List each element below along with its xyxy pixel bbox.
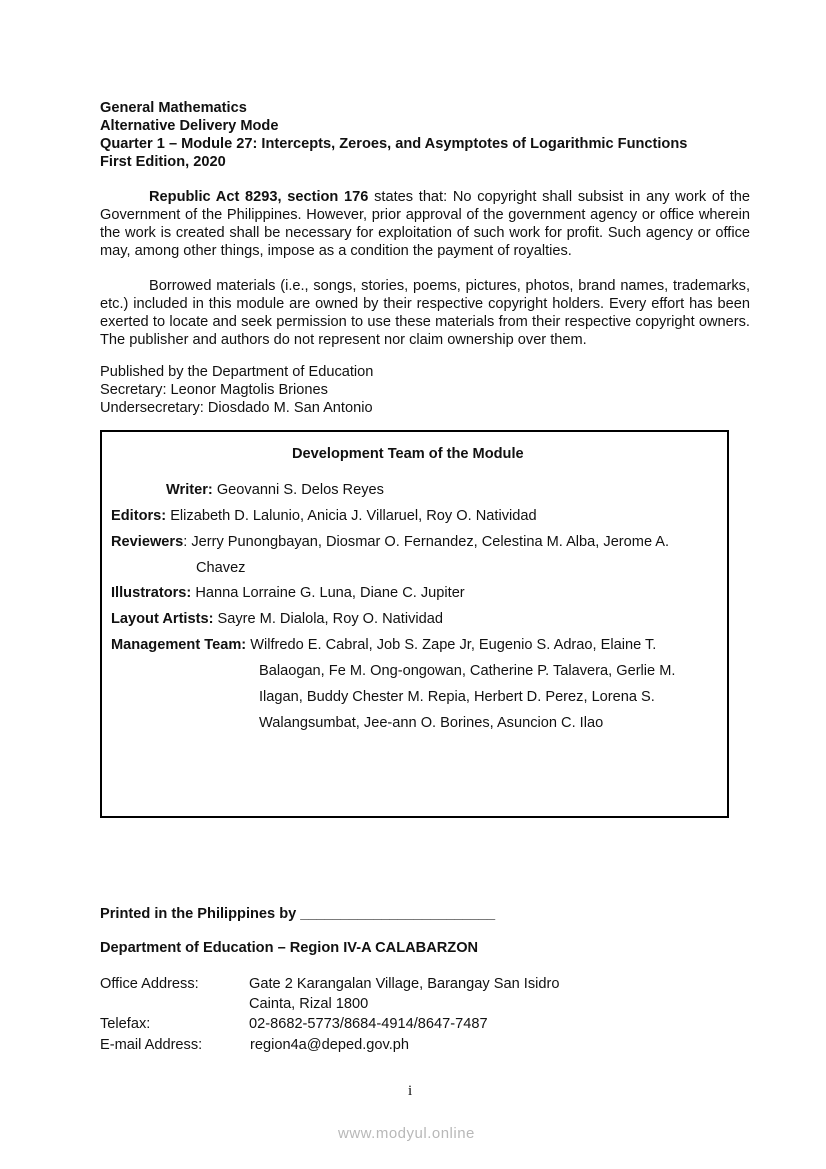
- writer-row: Writer: Geovanni S. Delos Reyes: [166, 482, 384, 498]
- management-row-cont: Walangsumbat, Jee-ann O. Borines, Asuncion C. Ilao: [259, 715, 604, 731]
- office-address-cont: Cainta, Rizal 1800: [249, 996, 369, 1012]
- undersecretary: Undersecretary: Diosdado M. San Antonio: [100, 400, 373, 416]
- illustrators-row: Illustrators: Hanna Lorraine G. Luna, Diane C. Jupiter: [111, 585, 465, 601]
- telefax: 02-8682-5773/8684-4914/8647-7487: [249, 1016, 488, 1032]
- management-row-cont: Balaogan, Fe M. Ong-ongowan, Catherine P. Talavera, Gerlie M.: [259, 663, 676, 679]
- reviewers-row-cont: Chavez: [196, 560, 246, 576]
- borrowed-materials-paragraph: Borrowed materials (i.e., songs, stories, poems, pictures, photos, brand names, trademarks, etc.) included in this module are owned by their respective copyright holders. Every effort has been exerted to locate and seek permission to use these materials from their respective copyright owners. The publisher and authors do not represent nor claim ownership over them.: [100, 278, 750, 348]
- watermark: www.modyul.online: [338, 1125, 475, 1142]
- team-title: Development Team of the Module: [292, 446, 524, 462]
- email-label: E-mail Address:: [100, 1037, 203, 1053]
- management-row-cont: Ilagan, Buddy Chester M. Repia, Herbert D. Perez, Lorena S.: [259, 689, 655, 705]
- published-by: Published by the Department of Education: [100, 364, 374, 380]
- layout-artists-row: Layout Artists: Sayre M. Dialola, Roy O. Natividad: [111, 611, 443, 627]
- office-address: Gate 2 Karangalan Village, Barangay San Isidro: [249, 976, 560, 992]
- reviewers-row: Reviewers: Jerry Punongbayan, Diosmar O. Fernandez, Celestina M. Alba, Jerome A.: [111, 534, 670, 550]
- delivery-mode: Alternative Delivery Mode: [100, 118, 279, 134]
- management-row: Management Team: Wilfredo E. Cabral, Job S. Zape Jr, Eugenio S. Adrao, Elaine T.: [111, 637, 657, 653]
- subject-title: General Mathematics: [100, 100, 247, 116]
- page-number: i: [408, 1083, 413, 1099]
- editors-row: Editors: Elizabeth D. Lalunio, Anicia J. Villaruel, Roy O. Natividad: [111, 508, 537, 524]
- secretary: Secretary: Leonor Magtolis Briones: [100, 382, 328, 398]
- printed-by: Printed in the Philippines by ________________________: [100, 906, 496, 922]
- edition: First Edition, 2020: [100, 154, 226, 170]
- region-office: Department of Education – Region IV-A CALABARZON: [100, 940, 479, 956]
- email-address: region4a@deped.gov.ph: [250, 1037, 409, 1053]
- copyright-paragraph: Republic Act 8293, section 176 states that: No copyright shall subsist in any work of the Government of the Philippines. However, prior approval of the government agency or office wherein the work is created shall be necessary for exploitation of such work for profit. Such agency or office may, among other things, impose as a condition the payment of royalties.: [100, 189, 750, 259]
- telefax-label: Telefax:: [100, 1016, 151, 1032]
- module-title: Quarter 1 – Module 27: Intercepts, Zeroes, and Asymptotes of Logarithmic Functions: [100, 136, 688, 152]
- office-address-label: Office Address:: [100, 976, 199, 992]
